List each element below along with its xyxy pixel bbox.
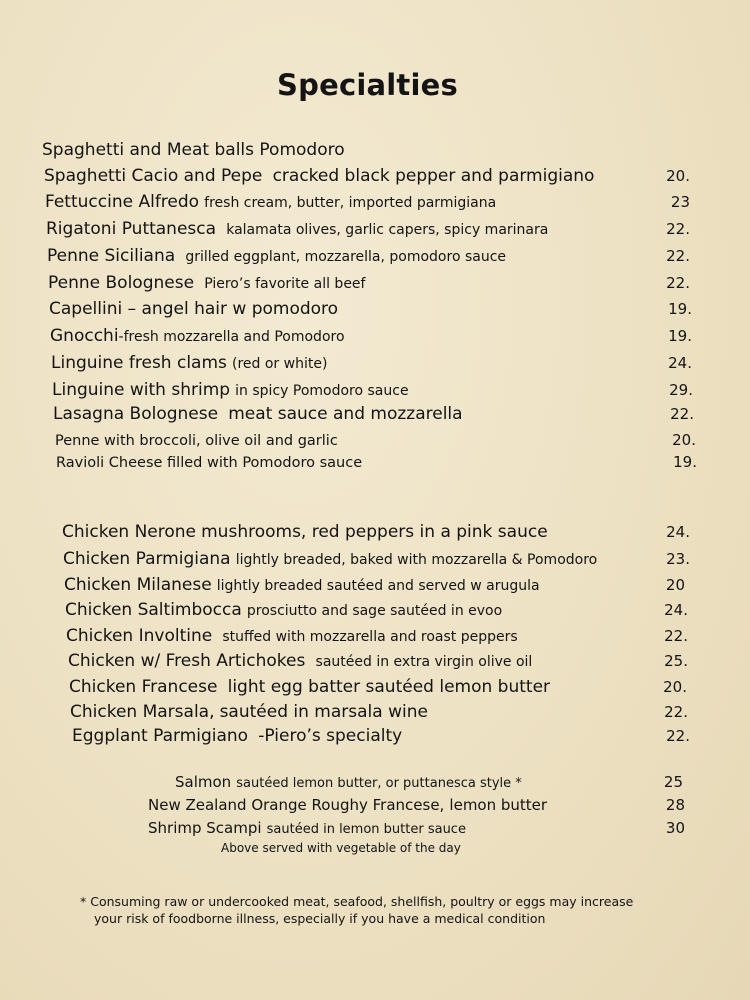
item-name: Gnocchi [50,326,119,346]
item-name: Linguine with shrimp [52,380,231,400]
food-safety-disclaimer [80,893,660,927]
item-name: Chicken Parmigiana [63,549,231,569]
menu-item [49,299,692,323]
item-desc: mushrooms, red peppers in a pink sauce [201,522,548,542]
item-name: Salmon [175,773,232,791]
menu-item [63,549,690,573]
item-name: Penne Bolognese [48,273,195,293]
item-price: 24. [668,354,692,372]
item-name: Fettuccine Alfredo [45,192,200,212]
item-name: New Zealand Orange Roughy Francese, [148,796,445,814]
item-price: 19. [668,300,692,318]
item-price: 19. [668,327,692,345]
item-name: Ravioli Cheese filled with Pomodoro sauce [56,455,363,471]
item-desc: -Piero’s specialty [258,726,403,746]
disclaimer-line: * Consuming raw or undercooked meat, seafood, shellfish, poultry or eggs may increase [80,894,634,909]
item-price: 23 [670,193,690,211]
item-name: Lasagna Bolognese [53,404,219,424]
item-desc: sautéed in extra virgin olive oil [315,654,533,670]
item-desc: sautéed in lemon butter sauce [266,822,466,837]
item-desc: kalamata olives, garlic capers, spicy marinara [226,222,549,238]
item-price: 22. [666,247,690,265]
menu-item [56,452,697,476]
menu-item [47,246,690,270]
item-price: 22. [666,727,690,745]
menu-item [62,522,690,546]
menu-item [175,772,683,796]
item-price: 22. [670,405,694,423]
menu-item [48,273,690,297]
item-name: Spaghetti Cacio and Pepe [44,166,263,186]
menu-item [69,677,687,701]
item-name: Chicken Nerone [62,522,197,542]
item-desc: lemon butter [449,796,548,814]
item-price: 25. [664,652,688,670]
menu-item [55,430,696,454]
item-price: 24. [664,601,688,619]
menu-item [148,795,685,819]
menu-item [52,380,693,404]
item-desc: fresh cream, butter, imported parmigiana [204,195,497,211]
item-desc: cracked black pepper and parmigiano [272,166,595,186]
item-desc: (red or white) [232,356,328,372]
item-desc: stuffed with mozzarella and roast peppers [222,629,518,645]
item-name: Chicken Marsala, [70,702,215,722]
item-name: Chicken Saltimbocca [65,600,242,620]
item-price: 24. [666,523,690,541]
menu-item [44,166,690,190]
menu-item [72,726,690,750]
item-name: Shrimp Scampi [148,819,262,837]
item-price: 22. [664,703,688,721]
menu-item [46,219,690,243]
menu-item [42,140,692,164]
item-price: 30 [665,819,685,837]
item-price: 29. [669,381,693,399]
item-name: Capellini – angel hair w pomodoro [49,299,339,319]
menu-item [53,404,694,428]
item-desc: -fresh mozzarella and Pomodoro [118,329,345,345]
disclaimer-line: your risk of foodborne illness, especially if you have a medical condition [94,911,546,926]
served-note: Above served with vegetable of the day [221,841,461,855]
menu-item [66,626,688,650]
menu-item [50,326,692,350]
item-desc: sautéed in marsala wine [219,702,428,722]
menu-item [65,600,688,624]
item-price: 20. [672,431,696,449]
item-name: Linguine fresh clams [51,353,227,373]
item-price: 25 [663,773,683,791]
item-name: Rigatoni Puttanesca [46,219,217,239]
item-desc: lightly breaded, baked with mozzarella & Pomodoro [235,552,598,568]
item-name: Penne Siciliana [47,246,176,266]
menu-item [68,651,688,675]
item-desc: sautéed lemon butter, or puttanesca style * [236,776,522,791]
item-desc: in spicy Pomodoro sauce [235,383,409,399]
item-price: 20 [665,576,685,594]
item-price: 20. [666,167,690,185]
item-desc: grilled eggplant, mozzarella, pomodoro sauce [185,249,507,265]
menu-item [45,192,690,216]
item-price: 22. [666,220,690,238]
item-name: Chicken Milanese [64,575,212,595]
item-name: Chicken Involtine [66,626,213,646]
menu-item [148,818,685,842]
item-name: Chicken w/ Fresh Artichokes [68,651,306,671]
menu-item [51,353,692,377]
menu-item [64,575,685,599]
item-desc: prosciutto and sage sautéed in evoo [246,603,503,619]
item-price: 22. [666,274,690,292]
item-price: 22. [664,627,688,645]
page-title: Specialties [277,68,458,102]
item-desc: lightly breaded sautéed and served w arugula [216,578,540,594]
item-price: 28 [665,796,685,814]
item-name: Spaghetti and Meat balls Pomodoro [42,140,345,160]
menu-item [70,702,688,726]
item-desc: meat sauce and mozzarella [228,404,463,424]
item-name: Penne with broccoli, olive oil and garlic [55,433,338,449]
item-desc: Piero’s favorite all beef [204,276,366,292]
item-desc: light egg batter sautéed lemon butter [227,677,551,697]
item-price: 19. [673,453,697,471]
item-name: Chicken Francese [69,677,218,697]
item-price: 20. [663,678,687,696]
item-price: 23. [666,550,690,568]
item-name: Eggplant Parmigiano [72,726,249,746]
